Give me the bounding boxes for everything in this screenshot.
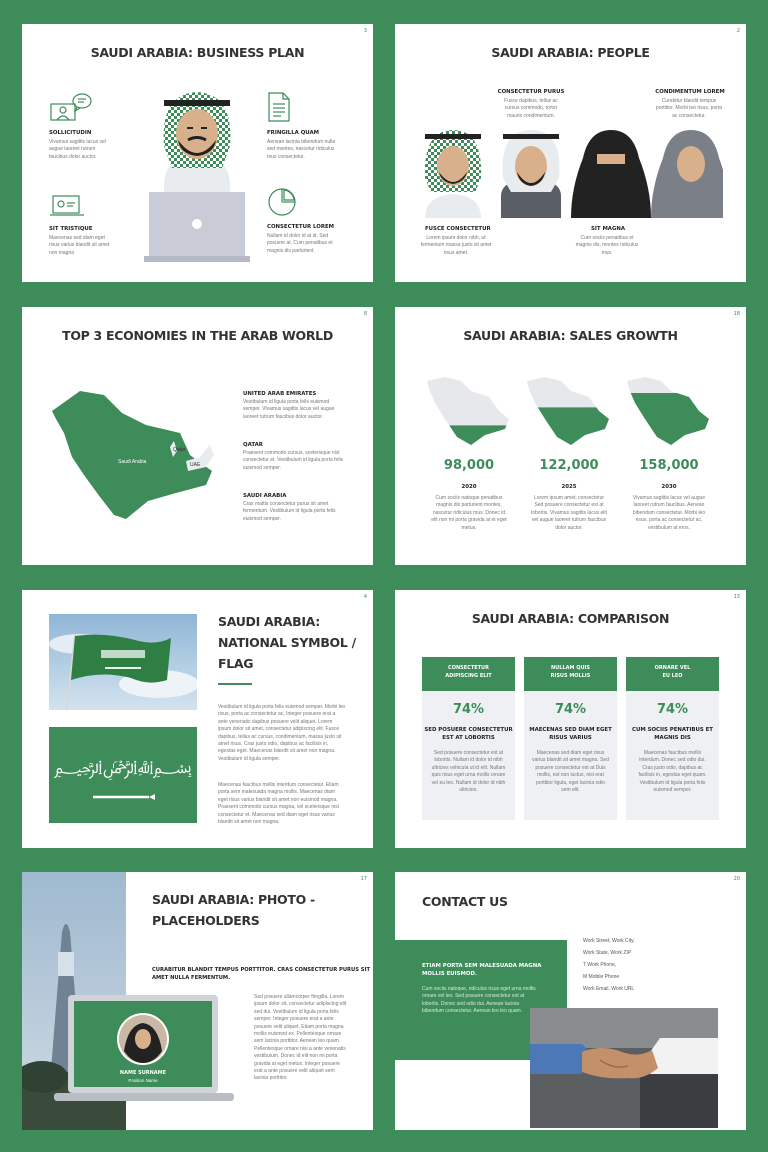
man-with-laptop-illustration: [144, 86, 250, 264]
flag-graphic: [49, 727, 197, 823]
people-illustration: [419, 128, 723, 218]
body-paragraph: Sed posuere ullamcorper fringilla. Lorem ipsum dolor sit, consectetur adipiscing elit sed dui. Vestibulum id ligula porta felis semper. Integer posuere erat a ante posuere velit aliquet. Etiam porta magna mollis euismod ex. Pellentesque ornare sem lacinia porttitor. Aenean leo quam. Pellentesque ornare nisi a ante venenatis vestibulum. Donec id elit non mi porta gravida at eget metus. Integer posuere erat a ante posuere velit aliquet sem lacinia porttitor.: [254, 994, 347, 1082]
item-text: Maecenas sed diam eget risus varius blandit sit amet non magna: [49, 235, 110, 256]
page-number: 3: [363, 28, 367, 34]
slide-title-line-2: PLACEHOLDERS: [152, 913, 260, 928]
comparison-percentage: 74%: [452, 702, 485, 717]
item-text: Lorem ipsum dolor nibh, ut fermentum massa justo sit amet risus amet.: [420, 235, 492, 256]
map-label-saudi: Saudi Arabia: [118, 459, 147, 465]
map-fill-1: [523, 375, 615, 447]
item-heading: FRINGILLA QUAM: [267, 130, 320, 136]
svg-text:﷽: ﷽: [53, 757, 193, 778]
page-number: 13: [733, 594, 740, 600]
title-underline: [218, 683, 252, 685]
item-text: Curabitur blandit tempus porttitor. Morbi leo risus, porta ac consectetur.: [655, 98, 723, 119]
comparison-column-header: [524, 657, 617, 691]
box-text: Cum sociis natoque, ridiculus risus eget urna mollis ornare vel leo. Sed posuere consectetur est at lobortis. Donec sed odio dui. Aenean lacinia bibendum consectetur. Aenean leo leo quam.: [422, 986, 536, 1015]
slide-business-plan[interactable]: [22, 24, 373, 282]
item-text: Fusce dapibus, tellus ac cursus commodo, tortor mauris condimentum.: [504, 98, 558, 119]
item-heading: CONSECTETUR LOREM: [267, 224, 335, 230]
slide-top-economies[interactable]: [22, 307, 373, 565]
growth-value: 122,000: [539, 458, 599, 473]
item-text: Vivamus sagittis lacus vel augue laoreet rutrum faucibus dolor auctor.: [49, 139, 106, 160]
growth-year: 2025: [561, 484, 577, 490]
pie-chart-icon: [267, 187, 297, 217]
body-paragraph: Maecenas faucibus mollis interdum consectetur. Etiam porta sem malesuada magna mollis. Maecenas diam eget risus varius blandit sit amet non euismod magna. Praesent commodo cursus magna, vel scelerisque nisl consectetur et. Maecenas sed diam eget risus varius blandit sit amet non magna.: [218, 782, 339, 826]
item-text: Nullam id dolor id at id. Sed posuere at. Cum penatibus et magnis dis parturient.: [267, 233, 333, 254]
map-fill-2: [623, 375, 715, 447]
slide-national-flag[interactable]: [22, 590, 373, 848]
header-line-2: ADIPISCING ELIT: [445, 673, 492, 679]
item-heading: CONSECTETUR PURUS: [497, 89, 565, 95]
comparison-subhead-2: EST AT LOBORTIS: [442, 735, 495, 741]
person-name: NAME SURNAME: [119, 1070, 167, 1076]
page-number: 4: [363, 594, 367, 600]
map-label-qatar: Qatar: [173, 447, 186, 453]
slide-sales-growth[interactable]: [395, 307, 746, 565]
slide-title-line-2: NATIONAL SYMBOL /: [218, 635, 356, 650]
slide-title: SAUDI ARABIA: PEOPLE: [491, 45, 650, 60]
slide-title-line-1: SAUDI ARABIA:: [218, 614, 320, 629]
header-line-1: NULLAM QUIS: [551, 665, 590, 671]
item-heading: FUSCE CONSECTETUR: [425, 226, 491, 232]
item-heading: SAUDI ARABIA: [243, 493, 287, 499]
item-heading: SOLLICITUDIN: [49, 130, 92, 136]
growth-year: 2020: [461, 484, 477, 490]
person-chat-icon: [49, 92, 93, 126]
box-heading: ETIAM PORTA SEM MALESUADA MAGNA MOLLIS EUISMOD.: [422, 963, 542, 977]
lead-line-2: AMET NULLA FERMENTUM.: [152, 975, 231, 981]
slide-title: TOP 3 ECONOMIES IN THE ARAB WORLD: [62, 328, 333, 343]
laptop-mockup: [54, 995, 234, 1105]
person-position: Position Name: [128, 1078, 158, 1083]
page-number: 2: [736, 28, 740, 34]
item-heading: QATAR: [243, 442, 263, 448]
contact-line: Work Email, Work URL: [583, 986, 635, 992]
header-line-1: CONSECTETUR: [448, 665, 489, 671]
comparison-text: Maecenas faucibus mollis interdum. Donec sed odio dui. Cras justo odio, dapibus ac facilisis in, egestas eget quam. Vestibulum id ligula porta felis euismod semper.: [638, 750, 707, 794]
flag-photo: [49, 614, 197, 710]
slide-people[interactable]: [395, 24, 746, 282]
arab-map: [48, 387, 214, 527]
item-text: Cum sociis penatibus et magnis dis, montes ridiculus mus.: [575, 235, 639, 256]
handshake-photo: [530, 1008, 718, 1128]
growth-year: 2030: [661, 484, 677, 490]
slide-title: SAUDI ARABIA: BUSINESS PLAN: [90, 45, 305, 60]
comparison-subhead-2: MAGNIS DIS: [654, 735, 691, 741]
comparison-column-header: [422, 657, 515, 691]
body-paragraph: Vestibulum id ligula porta felis euismod semper. Morbi leo risus, porta ac consectetur ac, Integer posuere erat a ante venenatis dapibus posuere velit aliquet. Lorem ipsum dolor sit amet, consectetur adipiscing elit. Fusce dapibus, tellus ac cursus, condimentum, massa justo sit amet risus. Cras justo odio, dapibus ac facilisis in, egestas eget. Maecenas blandit sit amet non magna. Vestibulum id ligula semper.: [218, 704, 346, 762]
page-number: 18: [733, 311, 740, 317]
page-number: 17: [360, 876, 367, 882]
page-number: 20: [733, 876, 740, 882]
growth-value: 98,000: [443, 458, 495, 473]
comparison-column-header: [626, 657, 719, 691]
header-line-2: EU LEO: [662, 673, 683, 679]
contact-line: Work Street, Work City,: [583, 938, 635, 944]
map-label-uae: UAE: [190, 462, 201, 468]
slide-contact-us[interactable]: [395, 872, 746, 1130]
item-heading: SIT MAGNA: [591, 226, 626, 232]
item-heading: SIT TRISTIQUE: [49, 226, 93, 232]
lead-line-1: CURABITUR BLANDIT TEMPUS PORTTITOR. CRAS CONSECTETUR PURUS SIT: [152, 967, 370, 973]
growth-text: Cum sociis natoque penatibus magnis dis parturient montes, nascetur ridiculus mus. Donec id elit non mi porta gravida at et eget metus.: [431, 495, 507, 531]
slide-comparison[interactable]: [395, 590, 746, 848]
comparison-text: Maecenas sed diam eget risus varius blandit sit amet magna. Sed posuere consectetur est at Duis mollis, est non luctus, nisi erat porttitor ligula, eget lacinia odio sem elit.: [532, 750, 609, 794]
header-line-2: RISUS MOLLIS: [550, 673, 591, 679]
item-heading: CONDIMENTUM LOREM: [655, 89, 725, 95]
header-line-1: ORNARE VEL: [654, 665, 691, 671]
page-number: 8: [363, 311, 367, 317]
growth-text: Vivamus sagittis lacus vel augue laoreet rutrum faucibus. Aenean bibendum consectetur. Morbi leo risus, porta ac consectetur ac, vestibulum at eros.: [632, 495, 706, 531]
slide-photo-placeholders[interactable]: [22, 872, 373, 1130]
item-text: Vestibulum id ligula porta felis euismod semper. Vivamus sagittis lacus vel augue laoreet rutrum faucibus dolor auctor.: [243, 399, 335, 420]
comparison-subhead-1: CUM SOCIIS PENATIBUS ET: [632, 727, 713, 733]
growth-text: Lorem ipsum amet, consectetur Sed posuere consectetur est at lobortis. Vivamus sagittis lacus elit vel augue laoreet rutrum faucibus dolor auctor.: [531, 495, 607, 531]
slide-title-line-3: FLAG: [218, 656, 254, 671]
slide-title: SAUDI ARABIA: SALES GROWTH: [463, 328, 678, 343]
laptop-chart-icon: [49, 194, 85, 218]
slide-title-line-1: SAUDI ARABIA: PHOTO -: [152, 892, 315, 907]
contact-line: T Work Phone,: [583, 962, 617, 968]
comparison-subhead-2: RISUS VARIUS: [549, 735, 592, 741]
map-fill-0: [423, 375, 515, 447]
slide-title: CONTACT US: [422, 894, 508, 909]
growth-value: 158,000: [639, 458, 699, 473]
comparison-subhead-1: MAECENAS SED DIAM EGET: [529, 727, 612, 733]
item-heading: UNITED ARAB EMIRATES: [243, 391, 317, 397]
slide-title: SAUDI ARABIA: COMPARISON: [471, 611, 670, 626]
item-text: Cras mattis consectetur purus sit amet fermentum. Vestibulum id ligula porta felis euismod semper.: [243, 501, 336, 522]
comparison-percentage: 74%: [554, 702, 587, 717]
comparison-text: Sed posuere consectetur est at lobortis. Nullam id dolor id nibh ultricies vehicula ut id elit. Nullam quis risus eget urna mollis ornare vel eu leo. Nullam id dolor id nibh ultricies.: [431, 750, 506, 794]
document-icon: [267, 92, 291, 122]
contact-line: Work State, Work ZIP: [583, 950, 632, 956]
contact-line: M Mobile Phone: [583, 974, 620, 980]
comparison-subhead-1: SED POSUERE CONSECTETUR: [424, 727, 513, 733]
comparison-percentage: 74%: [656, 702, 689, 717]
item-text: Praesent commodo cursus, scelerisque nisl consectetur et. Vestibulum id ligula porta felis euismod semper.: [243, 450, 344, 471]
item-text: Aenean lacinia bibendum nulla sed montes, nascetur ridiculus mus consectetur.: [267, 139, 336, 160]
